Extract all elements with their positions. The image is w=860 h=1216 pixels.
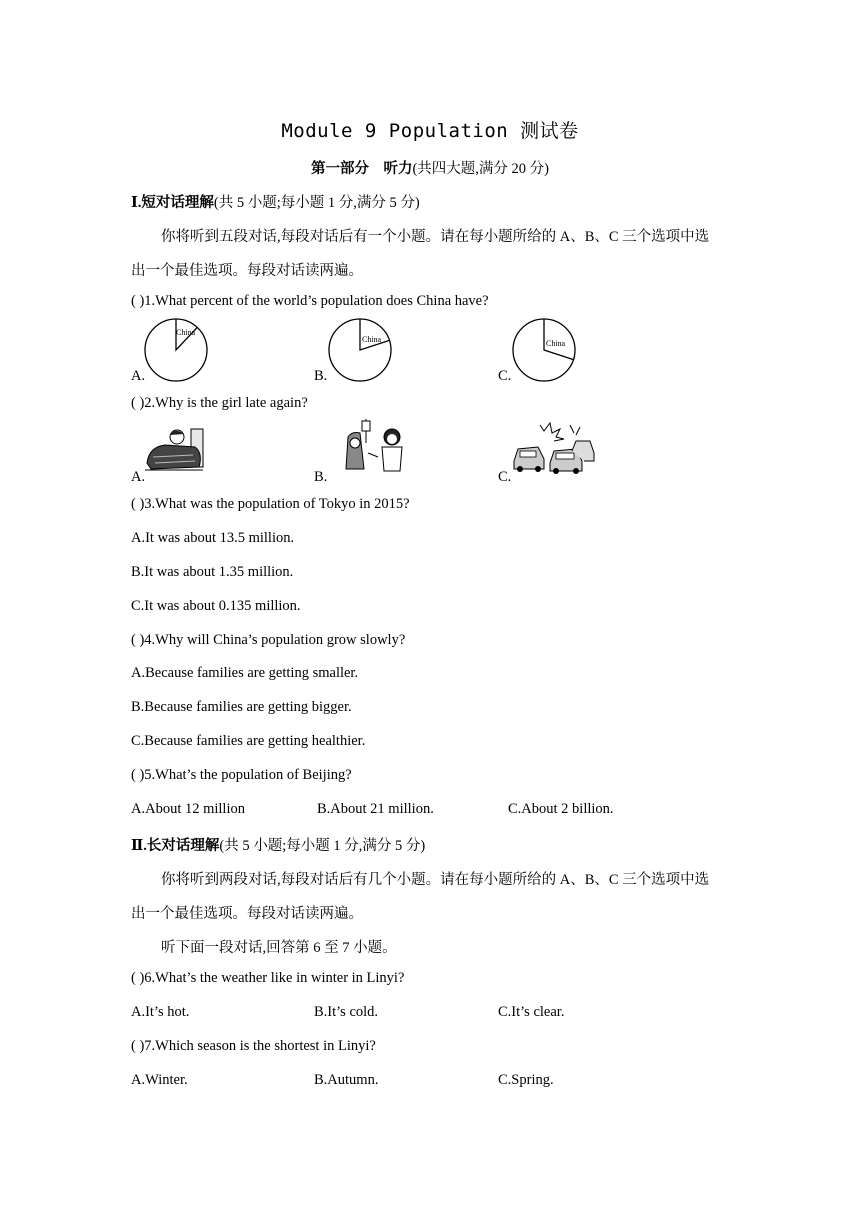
section1-instruction-line2: 出一个最佳选项。每段对话读两遍。 [131,263,363,279]
pie-china-label: China [362,335,382,344]
q4-text: ( )4.Why will China’s population grow slowly? [131,632,406,648]
section2-instruction-line2: 出一个最佳选项。每段对话读两遍。 [131,906,363,922]
q2-text: ( )2.Why is the girl late again? [131,395,308,411]
section1-heading-rest: (共 5 小题;每小题 1 分,满分 5 分) [213,195,420,211]
q4-option-c: C.Because families are getting healthier. [131,733,366,749]
q6-text: ( )6.What’s the weather like in winter in Linyi? [131,970,405,986]
q3-text: ( )3.What was the population of Tokyo in 2015? [131,496,410,512]
part1-heading-rest: (共四大题,满分 20 分) [412,161,550,177]
q5-option-a: A.About 12 million [131,801,245,817]
q5-option-c: C.About 2 billion. [508,801,614,817]
q1-pie-chart-b [327,318,395,384]
part1-heading-bold: 第一部分 听力 [310,161,413,177]
q5-option-b: B.About 21 million. [317,801,434,817]
q2-option-c-label: C. [498,469,512,485]
pie-china-label: China [176,328,196,337]
q3-option-a: A.It was about 13.5 million. [131,530,295,546]
q1-pie-chart-a [143,318,211,384]
page-title: Module 9 Population 测试卷 [281,120,579,142]
section2-heading-bold: Ⅱ.长对话理解 [131,838,220,854]
q7-option-c: C.Spring. [498,1072,554,1088]
q4-option-b: B.Because families are getting bigger. [131,699,352,715]
sleeping-girl-icon [143,423,209,475]
q1-text: ( )1.What percent of the world’s population does China have? [131,293,489,309]
q2-option-a-label: A. [131,469,146,485]
q2-option-b-label: B. [314,469,328,485]
q7-text: ( )7.Which season is the shortest in Linyi? [131,1038,376,1054]
q5-text: ( )5.What’s the population of Beijing? [131,767,352,783]
pie-china-label: China [546,339,566,348]
q4-option-a: A.Because families are getting smaller. [131,665,359,681]
traffic-jam-icon [510,421,596,477]
q7-option-a: A.Winter. [131,1072,188,1088]
doctor-patient-icon [338,417,410,477]
q6-option-b: B.It’s cold. [314,1004,379,1020]
section1-instruction-line1: 你将听到五段对话,每段对话后有一个小题。请在每小题所给的 A、B、C 三个选项中选 [161,229,710,245]
q6-option-a: A.It’s hot. [131,1004,190,1020]
q1-option-a-label: A. [131,368,146,384]
section2-heading [131,834,425,855]
q3-option-b: B.It was about 1.35 million. [131,564,294,580]
q3-option-c: C.It was about 0.135 million. [131,598,301,614]
q1-option-b-label: B. [314,368,328,384]
section2-instruction-line3: 听下面一段对话,回答第 6 至 7 小题。 [161,940,397,956]
section1-heading-bold: Ⅰ.短对话理解 [131,195,214,211]
section2-instruction-line1: 你将听到两段对话,每段对话后有几个小题。请在每小题所给的 A、B、C 三个选项中选 [161,872,710,888]
q1-option-c-label: C. [498,368,512,384]
q7-option-b: B.Autumn. [314,1072,379,1088]
q6-option-c: C.It’s clear. [498,1004,565,1020]
q1-pie-chart-c [511,318,579,384]
section2-heading-rest: (共 5 小题;每小题 1 分,满分 5 分) [219,838,426,854]
part1-heading [0,157,860,178]
section1-heading [131,191,420,212]
